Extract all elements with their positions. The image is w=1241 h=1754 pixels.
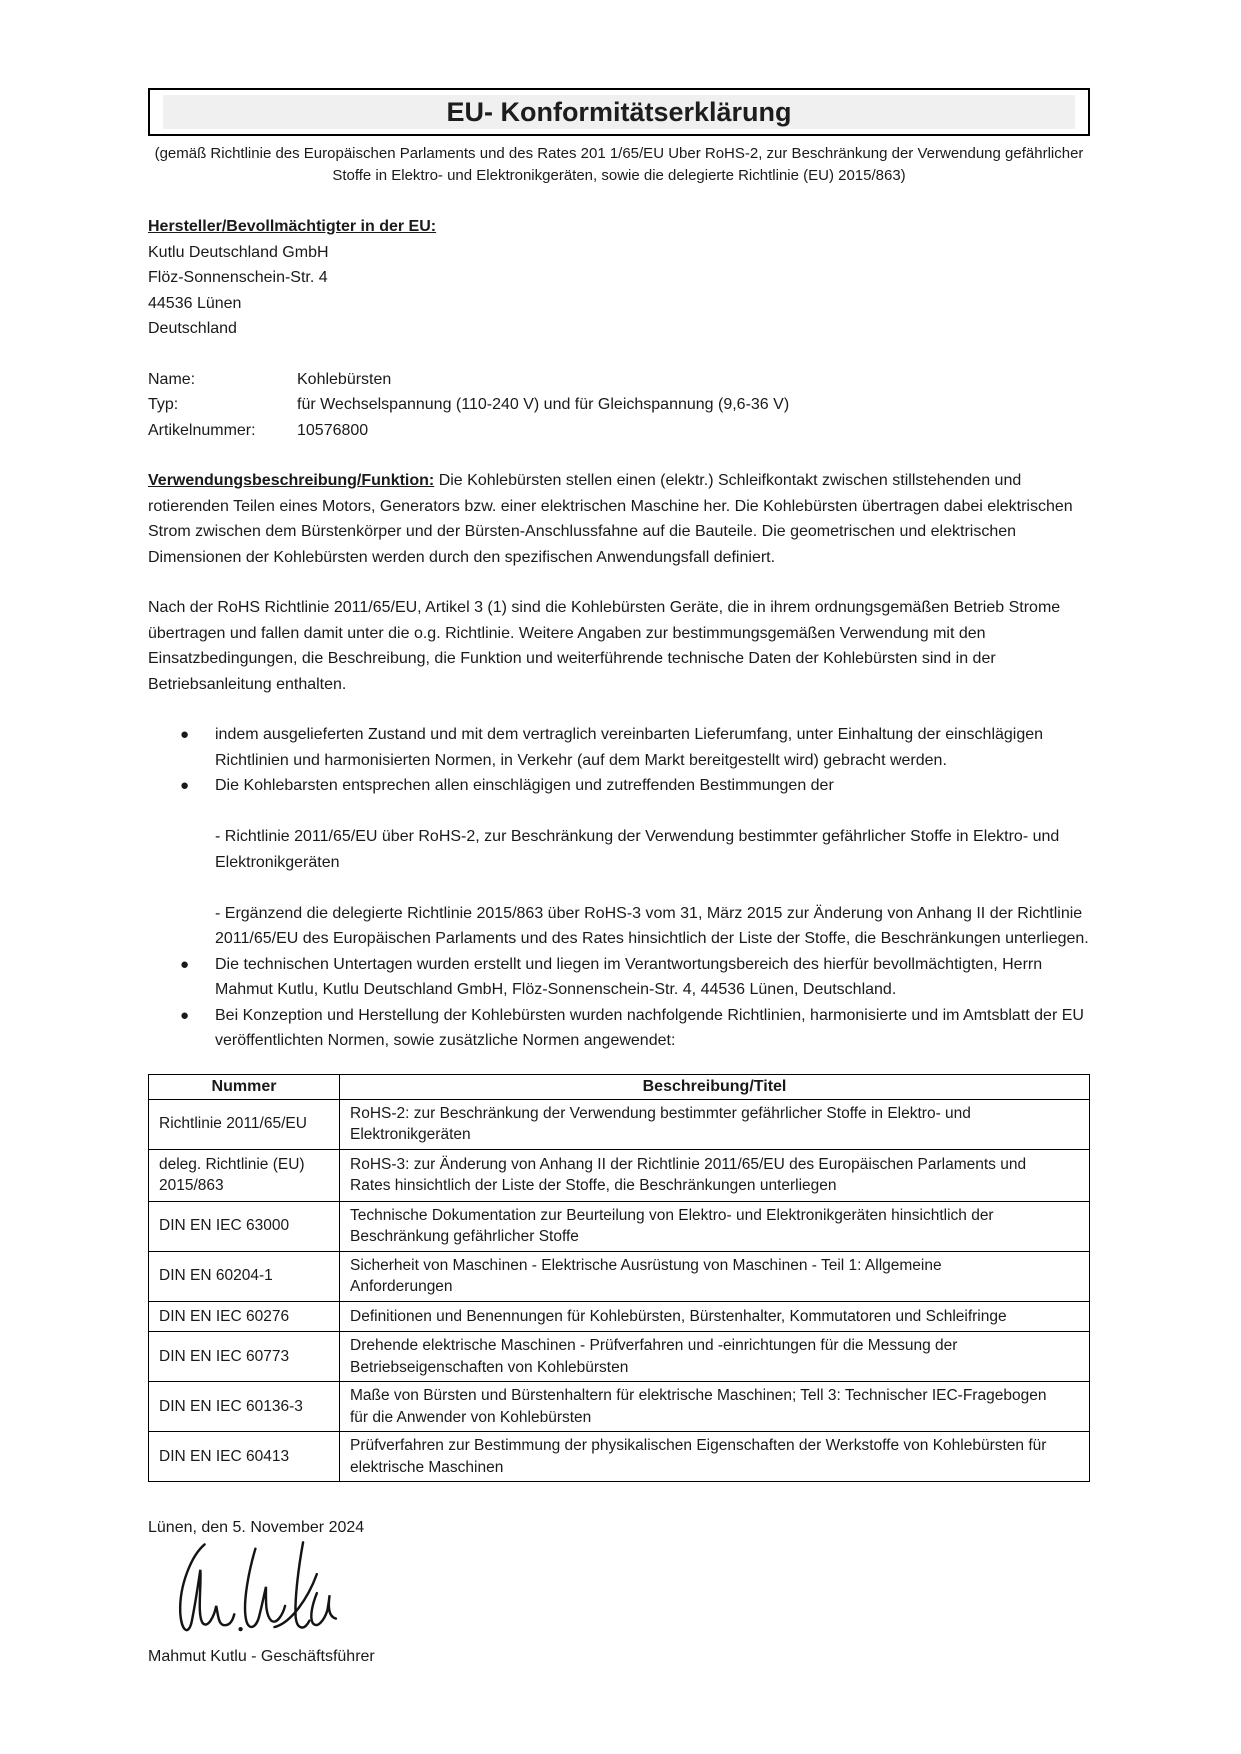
- table-cell-nummer: DIN EN IEC 60773: [149, 1332, 340, 1382]
- bullet-icon: ●: [180, 726, 190, 743]
- table-row: [149, 1149, 1090, 1201]
- signature-svg: [158, 1536, 338, 1644]
- manufacturer-line: 44536 Lünen: [148, 294, 242, 312]
- spec-label: Name:: [148, 370, 196, 388]
- table-cell-beschreibung: Prüfverfahren zur Bestimmung der physikalischen Eigenschaften der Werkstoffe von Kohlebürsten für elektrische Maschinen: [340, 1432, 1090, 1482]
- manufacturer-line: Kutlu Deutschland GmbH: [148, 243, 329, 261]
- list-item: [148, 722, 1090, 773]
- table-cell-nummer: DIN EN IEC 60136-3: [149, 1382, 340, 1432]
- table-cell-beschreibung: Sicherheit von Maschinen - Elektrische Ausrüstung von Maschinen - Teil 1: Allgemeine Anforderungen: [340, 1251, 1090, 1301]
- table-cell-nummer: DIN EN IEC 60413: [149, 1432, 340, 1482]
- document-content: [148, 0, 1090, 1669]
- rohs-paragraph: Nach der RoHS Richtlinie 2011/65/EU, Artikel 3 (1) sind die Kohlebürsten Geräte, die in ihrem ordnungsgemäßen Betrieb Strome übertragen und fallen damit unter die o.g. Richtlinie. Weitere Angaben zur bestimmungsgemäßen Verwendung mit den Einsatzbedingungen, die Beschreibung, die Funktion und weiterführende technische Daten der Kohlebürsten sind in der Betriebsanleitung enthalten.: [148, 599, 1061, 693]
- spec-row-typ: [148, 392, 1090, 418]
- table-cell-nummer: DIN EN 60204-1: [149, 1251, 340, 1301]
- table-header-row: [149, 1074, 1090, 1099]
- spec-value: für Wechselspannung (110-240 V) und für Gleichspannung (9,6-36 V): [297, 396, 790, 413]
- table-cell-nummer: DIN EN IEC 60276: [149, 1301, 340, 1332]
- manufacturer-line: Deutschland: [148, 320, 237, 337]
- bullet-body: [215, 773, 1090, 952]
- spec-value: 10576800: [297, 421, 369, 439]
- table-header-nummer: Nummer: [149, 1074, 340, 1099]
- table-row: [149, 1099, 1090, 1149]
- table-cell-beschreibung: Technische Dokumentation zur Beurteilung von Elektro- und Elektronikgeräten hinsichtlich der Beschränkung gefährlicher Stoffe: [340, 1201, 1090, 1251]
- bullet-icon: ●: [180, 777, 190, 794]
- bullet-text: Die Kohlebarsten entsprechen allen einschlägigen und zutreffenden Bestimmungen der: [215, 777, 834, 794]
- usage-text: Die Kohlebürsten stellen einen (elektr.) Schleifkontakt zwischen stillstehenden und rotierenden Teilen eines Motors, Generators bzw. einer elektrischen Maschine her. Die Kohlebürsten übertragen dabei elektrischen Strom zwischen dem Bürstenkörper und der Bürsten-Anschlussfahne auf die Bauteile. Die geometrischen und elektrischen Dimensionen der Kohlebürsten werden durch den spezifischen Anwendungsfall definiert.: [148, 472, 1073, 566]
- spec-row-name: [148, 367, 1090, 393]
- usage-paragraph: [148, 468, 1090, 570]
- bullet-text: indem ausgelieferten Zustand und mit dem vertraglich vereinbarten Lieferumfang, unter Einhaltung der einschlägigen Richtlinien und harmonisierten Normen, in Verkehr (auf dem Markt bereitgestellt wird) gebracht werden.: [215, 726, 1044, 769]
- spec-label: Artikelnummer:: [148, 421, 256, 439]
- list-item: [148, 1003, 1090, 1054]
- table-cell-beschreibung: RoHS-2: zur Beschränkung der Verwendung bestimmter gefährlicher Stoffe in Elektro- und Elektronikgeräten: [340, 1099, 1090, 1149]
- list-item: [148, 773, 1090, 952]
- usage-lead: Verwendungsbeschreibung/Funktion:: [148, 472, 435, 489]
- table-cell-nummer: DIN EN IEC 63000: [149, 1201, 340, 1251]
- table-row: [149, 1332, 1090, 1382]
- bullet-icon: ●: [180, 1006, 190, 1024]
- table-cell-beschreibung: Drehende elektrische Maschinen - Prüfverfahren und -einrichtungen für die Messung der Betriebseigenschaften von Kohlebürsten: [340, 1332, 1090, 1382]
- list-item: [148, 952, 1090, 1003]
- table-cell-beschreibung: Maße von Bürsten und Bürstenhaltern für elektrische Maschinen; Tell 3: Technischer IEC-Fragebogen für die Anwender von Kohlebürsten: [340, 1382, 1090, 1432]
- bullet-text: Die technischen Untertagen wurden erstellt und liegen im Verantwortungsbereich des hierfür bevollmächtigten, Herrn Mahmut Kutlu, Kutlu Deutschland GmbH, Flöz-Sonnenschein-Str. 4, 44536 Lünen, Deutschland.: [215, 955, 1043, 998]
- bullet-icon: ●: [180, 955, 190, 973]
- table-row: [149, 1251, 1090, 1301]
- spec-row-artikelnummer: [148, 418, 1090, 444]
- signature-image: [158, 1536, 1090, 1644]
- manufacturer-line: Flöz-Sonnenschein-Str. 4: [148, 269, 328, 286]
- table-header-beschreibung: Beschreibung/Titel: [340, 1074, 1090, 1099]
- spec-value: Kohlebürsten: [297, 370, 392, 388]
- signer-name: Mahmut Kutlu - Geschäftsführer: [148, 1648, 375, 1665]
- table-row: [149, 1301, 1090, 1332]
- product-spec-block: [148, 367, 1090, 444]
- bullet-list: [148, 722, 1090, 1054]
- table-row: [149, 1432, 1090, 1482]
- page-title: EU- Konformitätserklärung: [163, 95, 1075, 129]
- standards-table: [148, 1074, 1090, 1483]
- manufacturer-heading: Hersteller/Bevollmächtigter in der EU:: [148, 218, 437, 235]
- table-cell-beschreibung: RoHS-3: zur Änderung von Anhang II der Richtlinie 2011/65/EU des Europäischen Parlaments und Rates hinsichtlich der Liste der Stoffe, die Beschränkungen unterliegen: [340, 1149, 1090, 1201]
- title-box: [148, 88, 1090, 136]
- table-cell-beschreibung: Definitionen und Benennungen für Kohlebürsten, Bürstenhalter, Kommutatoren und Schleifringe: [340, 1301, 1090, 1332]
- manufacturer-block: [148, 214, 1090, 342]
- date-line: Lünen, den 5. November 2024: [148, 1519, 365, 1536]
- bullet-text: Bei Konzeption und Herstellung der Kohlebürsten wurden nachfolgende Richtlinien, harmonisierte und im Amtsblatt der EU veröffentlichten Normen, sowie zusätzliche Normen angewendet:: [215, 1006, 1084, 1049]
- table-cell-nummer: deleg. Richtlinie (EU) 2015/863: [149, 1149, 340, 1201]
- bullet-subitem: - Richtlinie 2011/65/EU über RoHS-2, zur Beschränkung der Verwendung bestimmter gefährlicher Stoffe in Elektro- und Elektronikgeräten: [215, 828, 1060, 871]
- table-cell-nummer: Richtlinie 2011/65/EU: [149, 1099, 340, 1149]
- bullet-subitem: - Ergänzend die delegierte Richtlinie 2015/863 über RoHS-3 vom 31, März 2015 zur Änderung von Anhang II der Richtlinie 2011/65/EU des Europäischen Parlaments und des Rates hinsichtlich der Liste der Stoffe, die Beschränkungen unterliegen.: [215, 904, 1089, 947]
- subtitle: (gemäß Richtlinie des Europäischen Parlaments und des Rates 201 1/65/EU Uber RoHS-2, zur Beschränkung der Verwendung gefährlicher Stoffe in Elektro- und Elektronikgeräten, sowie die delegierte Richtlinie (EU) 2015/863): [154, 145, 1084, 184]
- table-row: [149, 1382, 1090, 1432]
- table-row: [149, 1201, 1090, 1251]
- spec-label: Typ:: [148, 396, 179, 413]
